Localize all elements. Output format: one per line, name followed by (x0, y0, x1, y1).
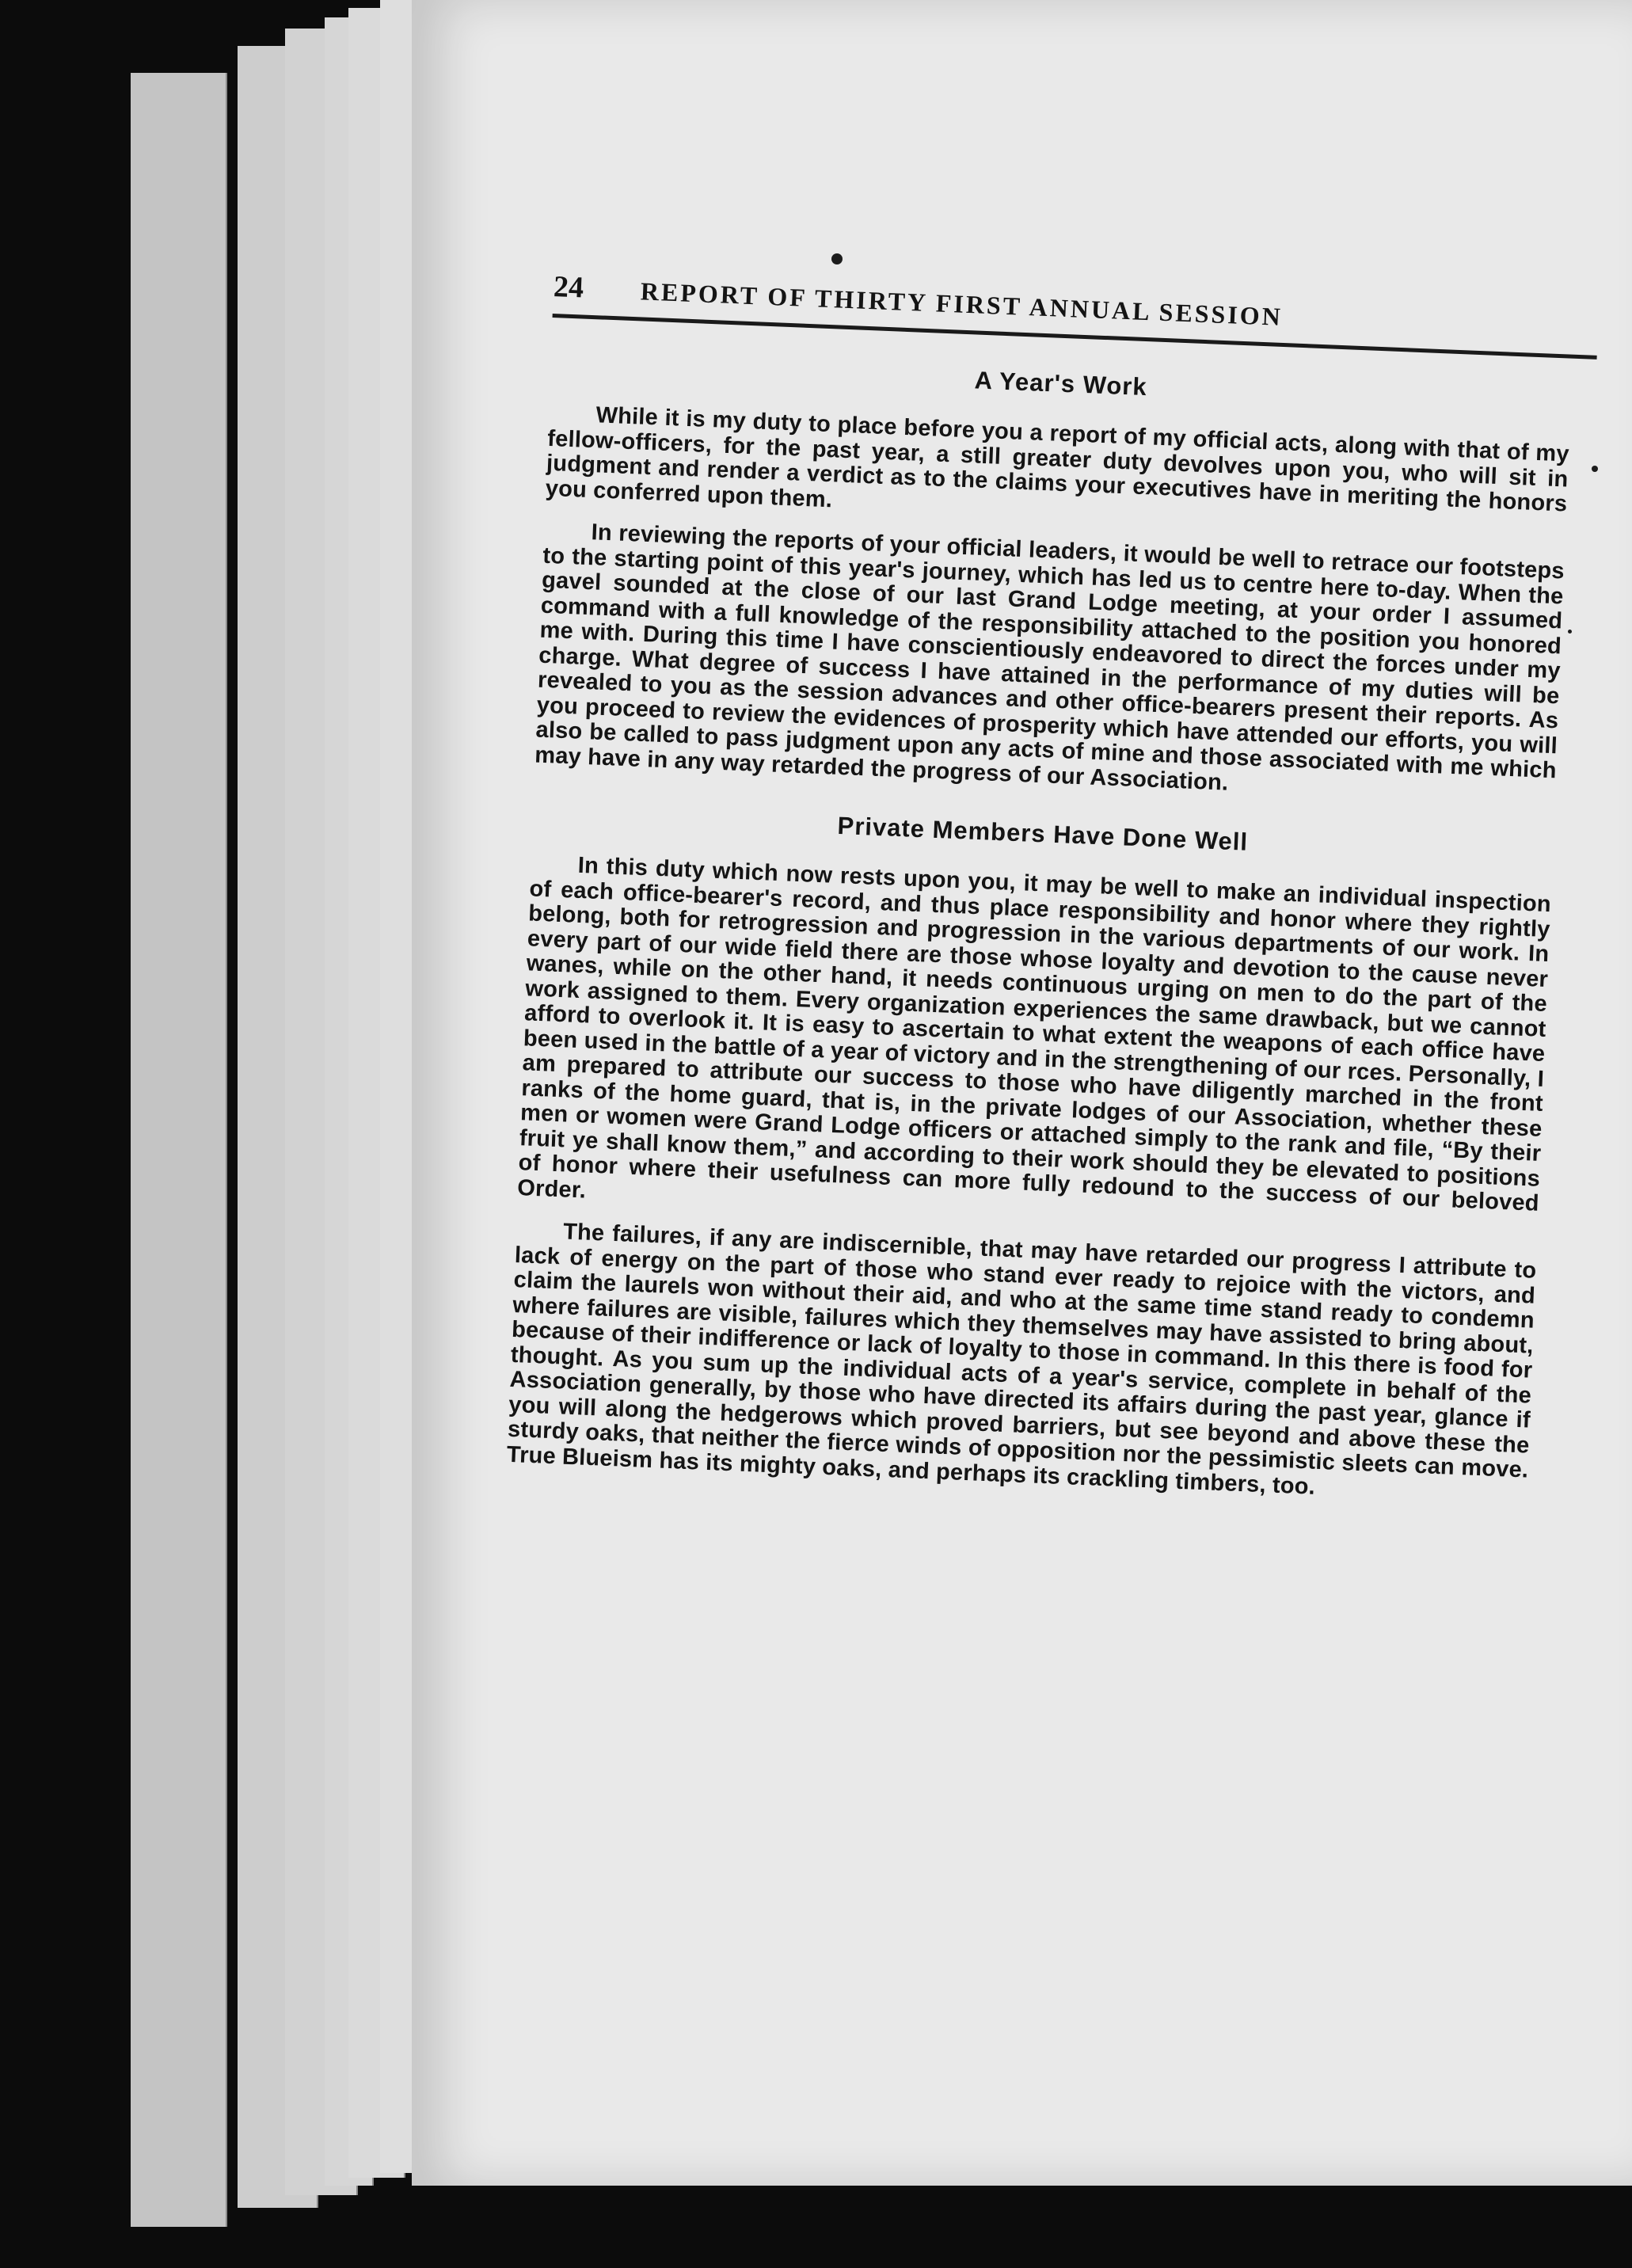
page-number: 24 (553, 269, 584, 305)
paragraph: The failures, if any are indiscernible, that may have retarded our progress I attribute to lack of energy on the part of those who stand ever ready to rejoice with the victors, and claim the laurels won without their aid, and who at the same time stand ready to condemn where failures are visible, failures which they themselves may have assisted to bring about, because of their indifference or lack of loyalty to those in command. In this there is food for thought. As you sum up the individual acts of a year's service, complete in behalf of the Association generally, by those who have directed its affairs during the past year, glance if you will along the hedgerows which proved barriers, but see beyond and above these the sturdy oaks, that neither the fierce winds of opposition nor the pessimistic sleets can move. True Blueism has its mighty oaks, and perhaps its crackling timbers, too. (506, 1219, 1537, 1500)
paragraph: In reviewing the reports of your official leaders, it would be well to retrace our footsteps to the starting point of this year's journey, which has led us to centre here to-day. When the gavel sounded at the close of our last Grand Lodge meeting, at your order I assumed command with a full knowledge of the responsibility attached to the position you honored me with. During this time I have conscientiously endeavored to direct the forces under my charge. What degree of success I have attained in the performance of my duties will be revealed to you as the session advances and other office-bearers present their reports. As you proceed to review the evidences of prosperity which have attended our efforts, you will also be called to pass judgment upon any acts of mine and those associated with me which may have in any way retarded the progress of our Association. (534, 519, 1565, 796)
section-title: Private Members Have Done Well (837, 811, 1249, 856)
page-edge (131, 73, 227, 2227)
paragraph: In this duty which now rests upon you, it may be well to make an individual inspection of each office-bearer's record, and thus place responsibility and honor where they rightly belong, both for retrogression and progression in the various departments of our work. In every part of our wide field there are those whose loyalty and devotion to the cause never wanes, while on the other hand, it needs continuous urging on men to do the part of the work assigned to them. Every organization experiences the same drawback, but we cannot afford to overlook it. It is easy to ascertain to what extent the weapons of each office have been used in the battle of a year of victory and in the strengthening of our rces. Personally, I am prepared to attribute our success to those who have diligently marched in the front ranks of the home guard, that is, in the private lodges of our Association, whether these men or women were Grand Lodge officers or attached simply to the rank and file, “By their fruit ye shall know them,” and according to their work should they be elevated to positions of honor where their usefulness can more fully redound to the success of our beloved Order. (516, 852, 1552, 1216)
book-page (412, 0, 1632, 2186)
section-title: A Year's Work (974, 366, 1148, 401)
running-header (553, 269, 1599, 360)
section-a-years-work (534, 349, 1572, 809)
page-content (505, 269, 1575, 1526)
paragraph: While it is my duty to place before you a report of my official acts, along with that of my fellow-officers, for the past year, a still greater duty devolves upon you, who will sit in judgment and render a verdict as to the claims your executives have in meriting the honors you conferred upon them. (545, 402, 1570, 517)
section-private-members (506, 799, 1554, 1508)
running-title: REPORT OF THIRTY FIRST ANNUAL SESSION (640, 276, 1284, 331)
